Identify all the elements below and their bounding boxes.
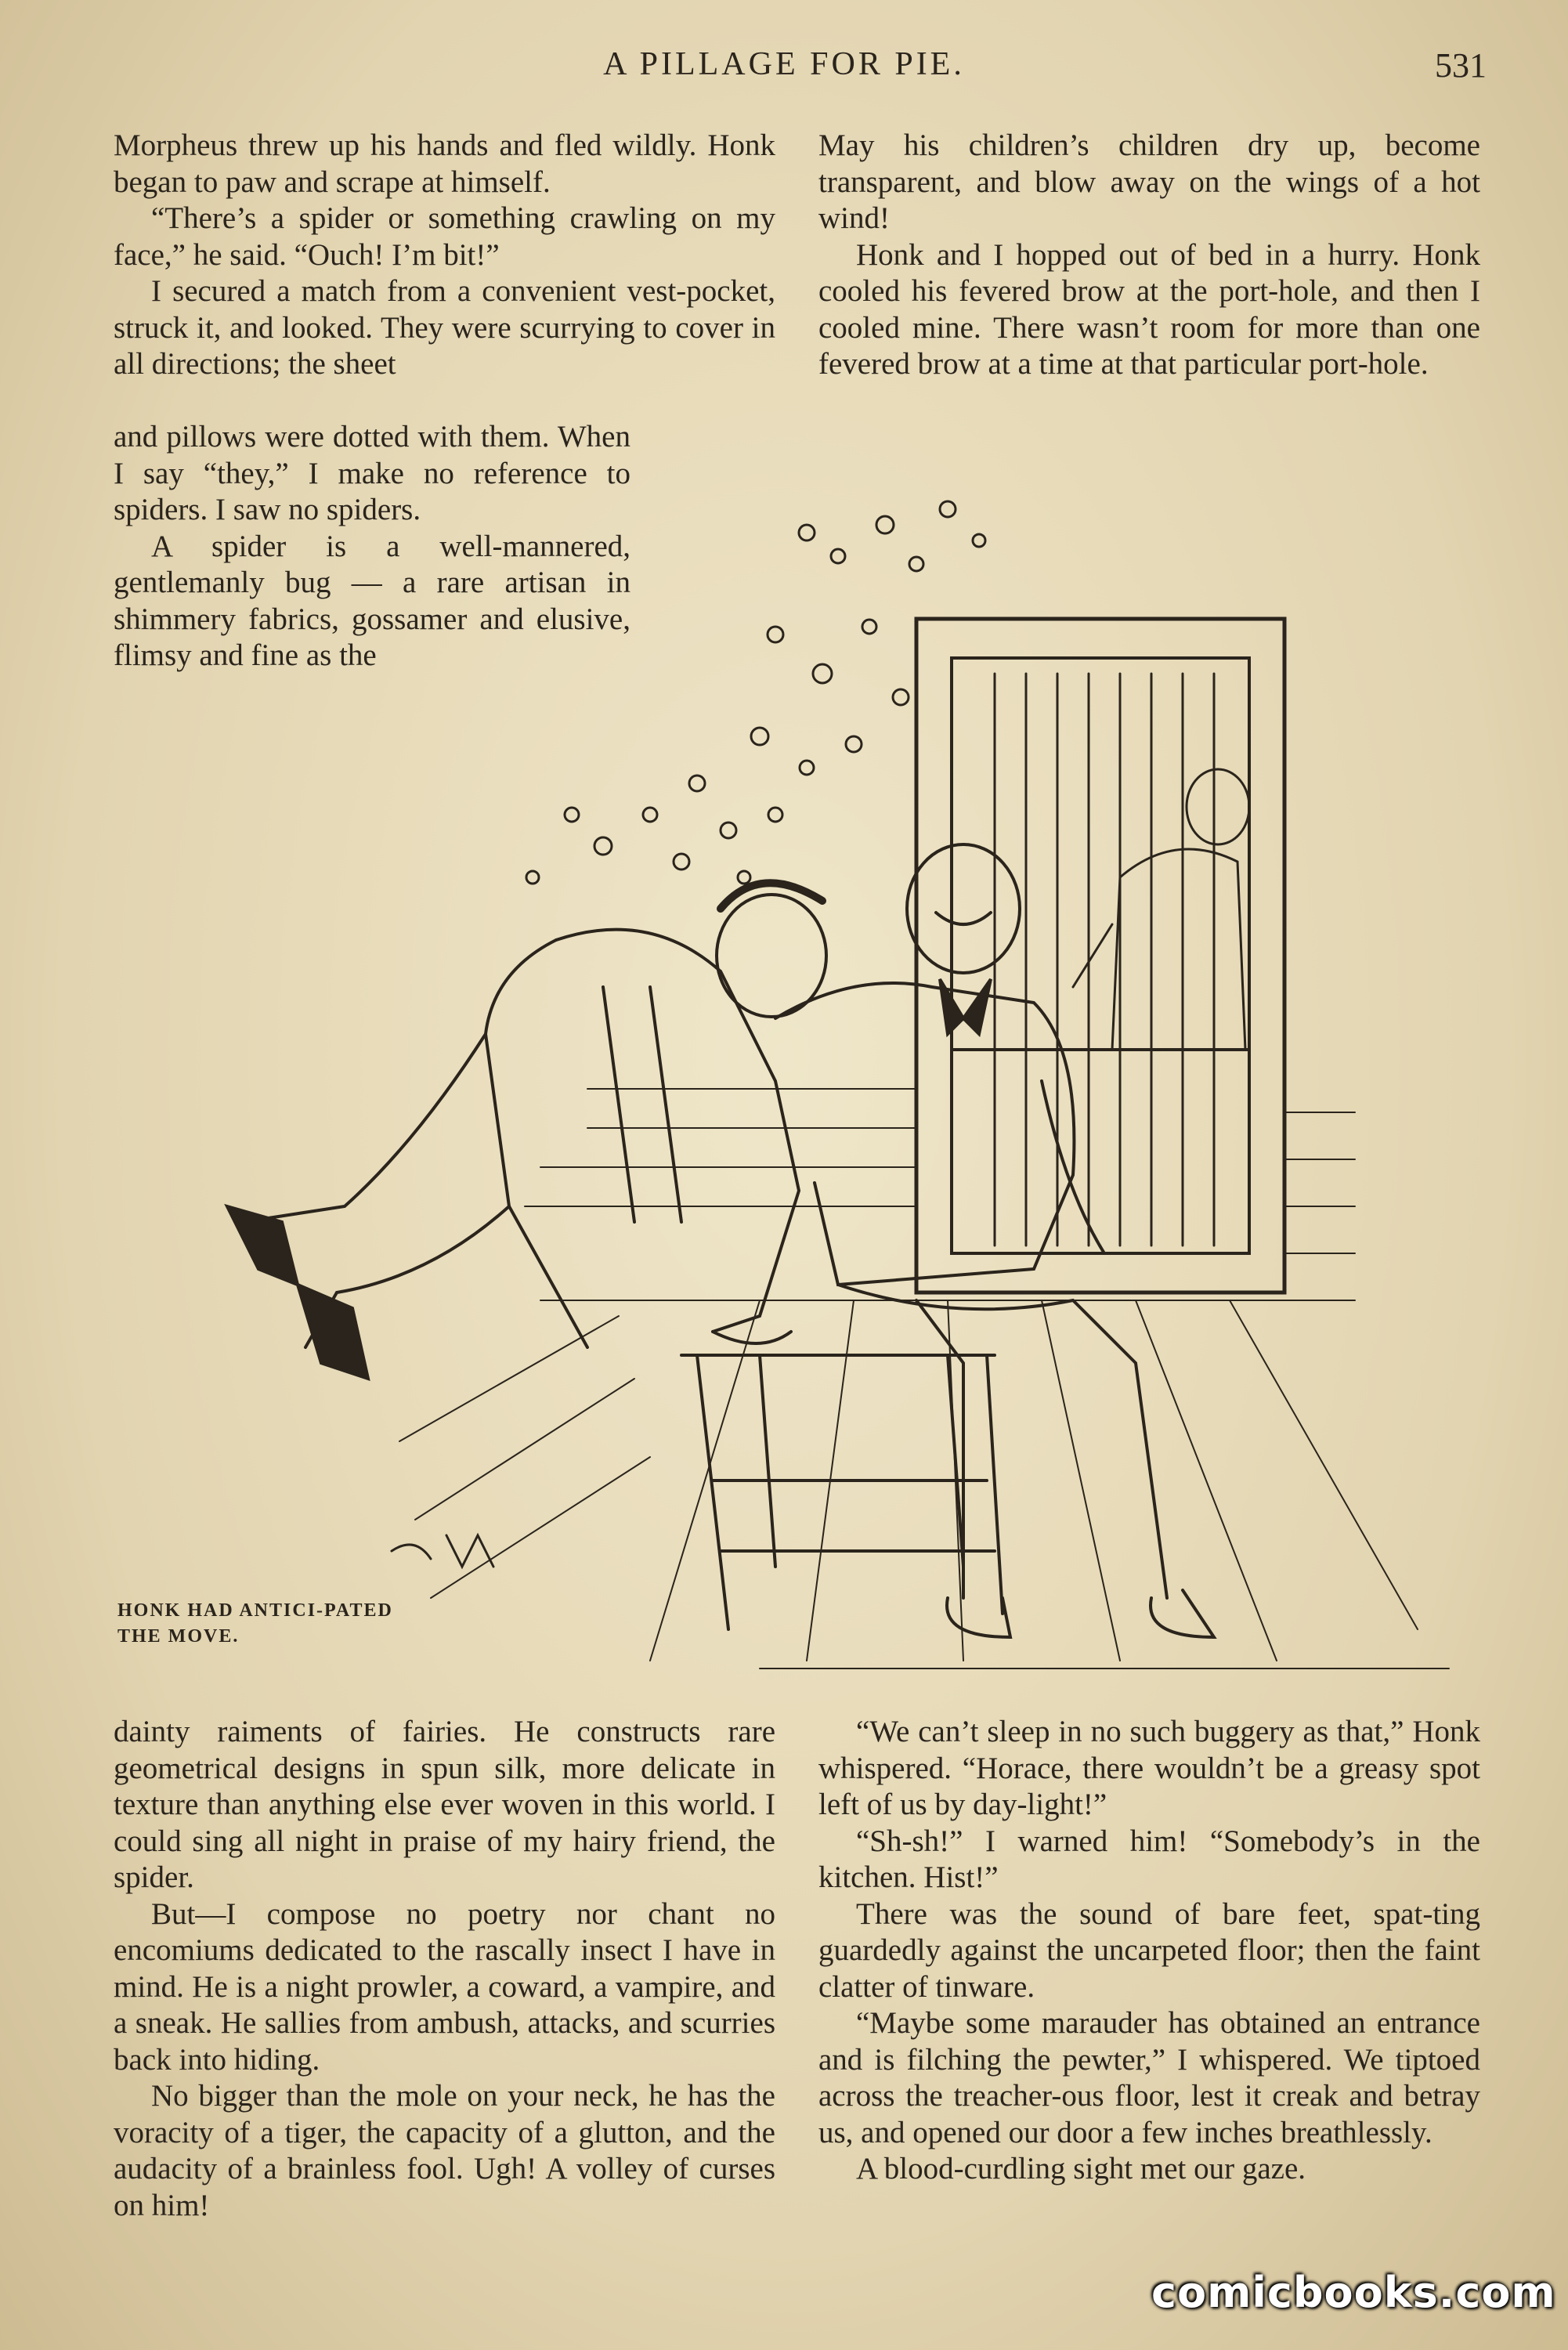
running-title: A PILLAGE FOR PIE.	[603, 46, 965, 82]
column-bottom-right	[818, 1714, 1480, 2188]
illustration	[211, 439, 1512, 1684]
column-top-right	[818, 128, 1480, 383]
paragraph: “Sh-sh!” I warned him! “Somebody’s in the kitchen. Hist!”	[818, 1824, 1480, 1894]
page-number: 531	[1435, 46, 1487, 85]
background-figure	[1073, 769, 1249, 1050]
site-watermark: comicbooks.com	[1151, 2268, 1556, 2317]
paragraph: A spider is a well-mannered, gentlemanly bug — a rare artisan in shimmery fabrics, gossamer and elusive, flimsy and fine as the	[114, 529, 630, 672]
paragraph: Morpheus threw up his hands and fled wildly. Honk began to paw and scrape at himself.	[114, 128, 775, 199]
paragraph: No bigger than the mole on your neck, he has the voracity of a tiger, the capacity of a glutton, and the audacity of a brainless fool. Ugh! A volley of curses on him!	[114, 2079, 775, 2222]
column-top-left	[114, 128, 775, 383]
illustration-caption: HONK HAD ANTICI-PATED THE MOVE.	[117, 1600, 393, 1647]
paragraph: May his children’s children dry up, become transparent, and blow away on the wings of a hot wind!	[818, 128, 1480, 235]
window-frame	[916, 619, 1284, 1292]
paragraph: dainty raiments of fairies. He constructs rare geometrical designs in spun silk, more delicate in texture than anything else ever woven in this world. I could sing all night in praise of my hairy friend, the spider.	[114, 1715, 775, 1894]
column-bottom-left	[114, 1714, 775, 2224]
paragraph: “We can’t sleep in no such buggery as that,” Honk whispered. “Horace, there wouldn’t be a greasy spot left of us by day-light!”	[818, 1715, 1480, 1821]
paragraph: A blood-curdling sight met our gaze.	[856, 2152, 1306, 2186]
wall-planks	[525, 1089, 1355, 1253]
crouching-man	[227, 883, 826, 1379]
paragraph: But—I compose no poetry nor chant no encomiums dedicated to the rascally insect I have in mind. He is a night prowler, a coward, a vampire, and a sneak. He sallies from ambush, attacks, and scurries back into hiding.	[114, 1896, 775, 2077]
paragraph: “Maybe some marauder has obtained an entrance and is filching the pewter,” I whispered. We tiptoed across the treacher-ous floor, lest it creak and betray us, and opened our door a few inches breathlessly.	[818, 2006, 1480, 2149]
page-header	[0, 45, 1568, 92]
paragraph: Honk and I hopped out of bed in a hurry. Honk cooled his fevered brow at the port-hole, and then I cooled mine. There wasn’t room for more than one fevered brow at a time at that particular port-hole.	[818, 237, 1480, 381]
paragraph: “There’s a spider or something crawling on my face,” he said. “Ouch! I’m bit!”	[114, 201, 775, 272]
signature-mark	[392, 1535, 493, 1567]
paragraph: There was the sound of bare feet, spat-ting guardedly against the uncarpeted floor; then the faint clatter of tinware.	[818, 1896, 1480, 2004]
paragraph: and pillows were dotted with them. When I say “they,” I make no reference to spiders. I saw no spiders.	[114, 420, 630, 526]
paragraph: I secured a match from a convenient vest-pocket, struck it, and looked. They were scurrying to cover in all directions; the sheet	[114, 274, 775, 381]
